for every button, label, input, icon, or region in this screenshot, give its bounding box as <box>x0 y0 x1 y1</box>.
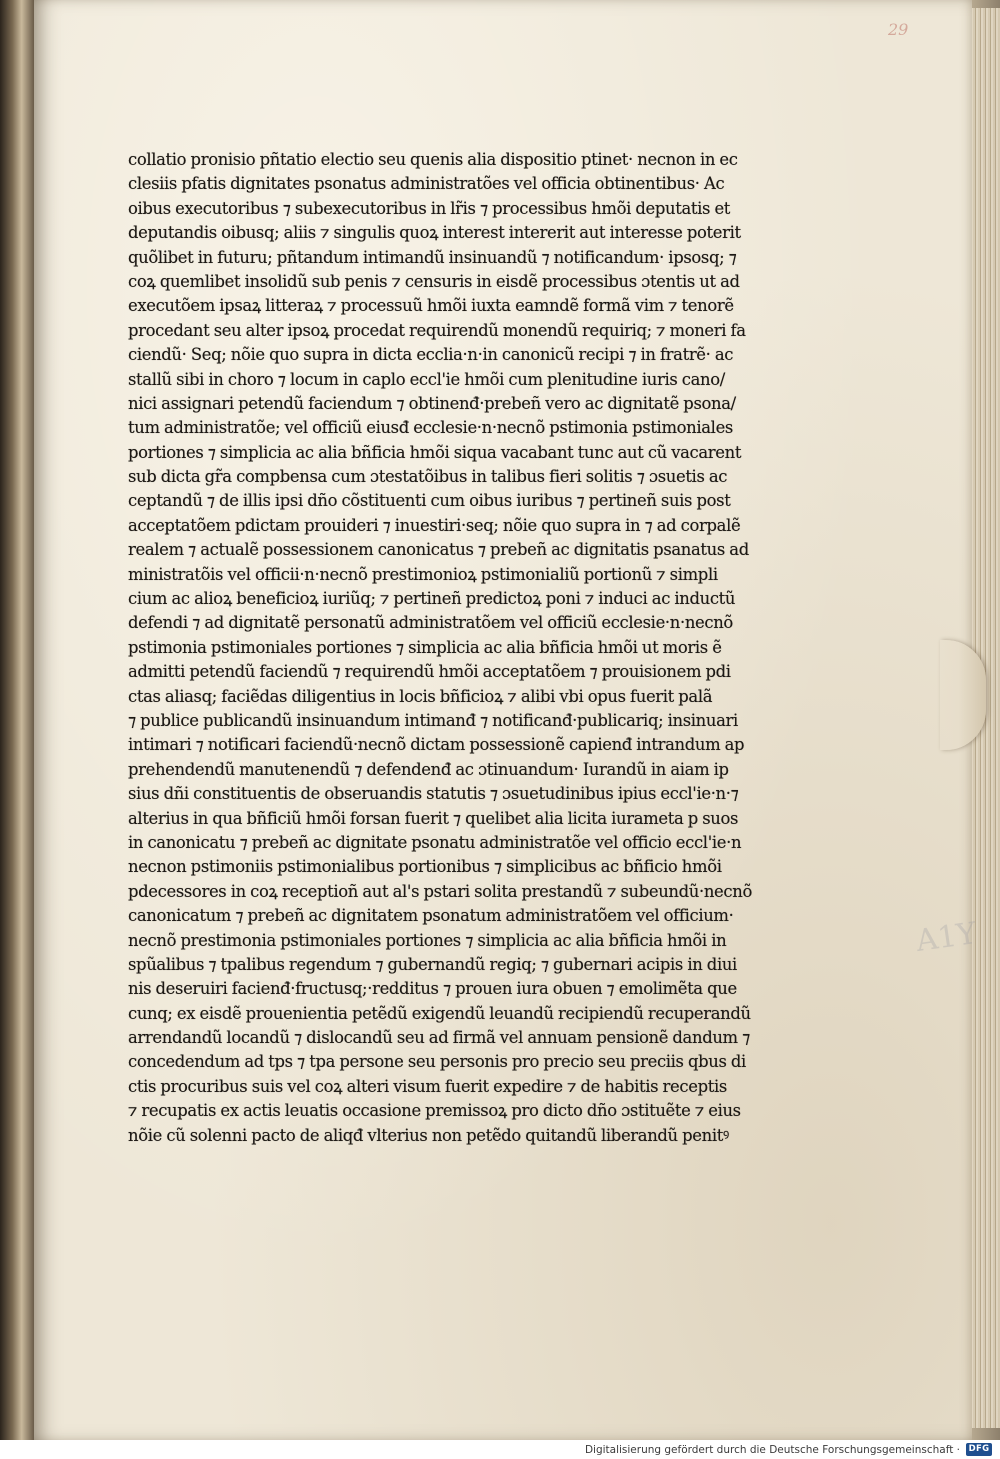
text-line: deputandis oibusq; aliis ⁊ singulis quoꝝ interest intererit aut interesse poterit <box>128 223 741 243</box>
text-line: ciendũ· Seq; nõie quo supra in dicta ecclia·n·in canonicũ recipi ⁊ in fratrẽ· ac <box>128 345 734 365</box>
text-line: in canonicatu ⁊ prebeñ ac dignitate psonatu administratõe vel officio eccl'ie·n <box>128 832 742 852</box>
text-line: pdecessores in coꝝ receptioñ aut al's pstari solita prestandũ ⁊ subeundũ·necnõ <box>128 881 752 901</box>
text-line: portiones ⁊ simplicia ac alia bñficia hmõi siqua vacabant tunc aut cũ vacarent <box>128 442 742 462</box>
text-line: defendi ⁊ ad dignitatẽ personatũ administratõem vel officiũ ecclesie·n·necnõ <box>128 613 733 633</box>
text-line: quõlibet in futuru; pñtandum intimandũ insinuandũ ⁊ notificandum· ipsosq; ⁊ <box>128 247 737 267</box>
text-line: pstimonia pstimoniales portiones ⁊ simplicia ac alia bñficia hmõi ut moris ẽ <box>128 637 722 657</box>
text-line: sub dicta gr̃a compbensa cum ɔtestatõibus in talibus fieri solitis ⁊ ɔsuetis ac <box>128 467 728 487</box>
text-line: arrendandũ locandũ ⁊ dislocandũ seu ad firmã vel annuam pensionẽ dandum ⁊ <box>128 1028 750 1048</box>
text-line: tum administratõe; vel officiũ eiusđ ecclesie·n·necnõ pstimonia pstimoniales <box>128 418 733 438</box>
text-line: realem ⁊ actualẽ possessionem canonicatus ⁊ prebeñ ac dignitatis psanatus ad <box>128 540 749 560</box>
dfg-logo: DFG <box>966 1443 992 1456</box>
text-line: nici assignari petendũ faciendum ⁊ obtinenđ·prebeñ vero ac dignitatẽ psona/ <box>128 393 736 413</box>
footer-credit: Digitalisierung gefördert durch die Deutsche Forschungsgemeinschaft · <box>584 1444 960 1456</box>
text-line: prehendendũ manutenendũ ⁊ defendenđ ac ɔtinuandum· Iurandũ in aiam ip <box>128 759 729 779</box>
text-line: ctis procuribus suis vel coꝝ alteri visum fuerit expedire ⁊ de habitis receptis <box>128 1076 727 1096</box>
text-line: nõie cũ solenni pacto de aliqđ vlterius non petẽdo quitandũ liberandũ penitꝰ <box>128 1125 729 1145</box>
text-line: admitti petendũ faciendũ ⁊ requirendũ hmõi acceptatõem ⁊ prouisionem pdi <box>128 662 731 682</box>
text-line: canonicatum ⁊ prebeñ ac dignitatem psonatum administratõem vel officium· <box>128 906 734 926</box>
text-line: collatio pronisio pñtatio electio seu quenis alia dispositio ptinet· necnon in ec <box>128 150 738 169</box>
text-line: ⁊ publice publicandũ insinuandum intimanđ ⁊ notificanđ·publicariq; insinuari <box>128 710 738 730</box>
left-page-edge <box>0 0 36 1440</box>
text-line: oibus executoribus ⁊ subexecutoribus in lr̃is ⁊ processibus hmõi deputatis et <box>128 198 731 218</box>
text-line: necnõ prestimonia pstimoniales portiones ⁊ simplicia ac alia bñficia hmõi in <box>128 930 727 950</box>
text-line: spũalibus ⁊ tpalibus regendum ⁊ gubernandũ regiq; ⁊ gubernari acipis in diui <box>128 954 737 974</box>
text-line: cunq; ex eisdẽ prouenientia petẽdũ exigendũ leuandũ recipiendũ recuperandũ <box>128 1003 751 1023</box>
text-line: acceptatõem pdictam prouideri ⁊ inuestiri·seq; nõie quo supra in ⁊ ad corpalẽ <box>128 515 741 535</box>
text-line: clesiis pfatis dignitates psonatus administratões vel officia obtinentibus· Ac <box>128 174 725 194</box>
text-line: ctas aliasq; faciẽdas diligentius in locis bñficioꝝ ⁊ alibi vbi opus fuerit palã <box>128 686 713 706</box>
text-line: alterius in qua bñficiũ hmõi forsan fuerit ⁊ quelibet alia licita iurameta p suos <box>128 808 739 828</box>
text-line: procedant seu alter ipsoꝝ procedat requirendũ monendũ requiriq; ⁊ moneri fa <box>128 320 746 340</box>
text-line: ministratõis vel officii·n·necnõ prestimonioꝝ pstimonialiũ portionũ ⁊ simpli <box>128 564 718 584</box>
text-line: ceptandũ ⁊ de illis ipsi dño cõstituenti cum oibus iuribus ⁊ pertineñ suis post <box>128 491 731 511</box>
text-line: coꝝ quemlibet insolidũ sub penis ⁊ censuris in eisdẽ processibus ɔtentis ut ad <box>128 271 740 291</box>
text-line: intimari ⁊ notificari faciendũ·necnõ dictam possessionẽ capienđ intrandum ap <box>128 735 745 755</box>
text-line: stallũ sibi in choro ⁊ locum in caplo eccl'ie hmõi cum plenitudine iuris cano/ <box>128 369 725 389</box>
margin-pencil-note: A1Y <box>913 915 979 960</box>
text-line: sius dñi constituentis de obseruandis statutis ⁊ ɔsuetudinibus ipius eccl'ie·n·⁊ <box>128 784 739 804</box>
text-line: concedendum ad tps ⁊ tpa persone seu personis pro precio seu preciis qbus di <box>128 1052 746 1072</box>
folio-number: 29 <box>888 20 909 39</box>
text-line: cium ac alioꝝ beneficioꝝ iuriũq; ⁊ pertineñ predictoꝝ poni ⁊ induci ac inductũ <box>128 589 736 609</box>
text-block <box>128 148 788 1148</box>
text-line: ⁊ recupatis ex actis leuatis occasione premissoꝝ pro dicto dño ɔstituẽte ⁊ eius <box>128 1101 741 1121</box>
text-line: executõem ipsaꝝ litteraꝝ ⁊ processuũ hmõi iuxta eamndẽ formã vim ⁊ tenorẽ <box>128 296 734 316</box>
text-line: nis deseruiri facienđ·fructusq;·redditus ⁊ prouen iura obuen ⁊ emolimẽta que <box>128 979 737 999</box>
text-line: necnon pstimoniis pstimonialibus portionibus ⁊ simplicibus ac bñficio hmõi <box>128 857 722 877</box>
